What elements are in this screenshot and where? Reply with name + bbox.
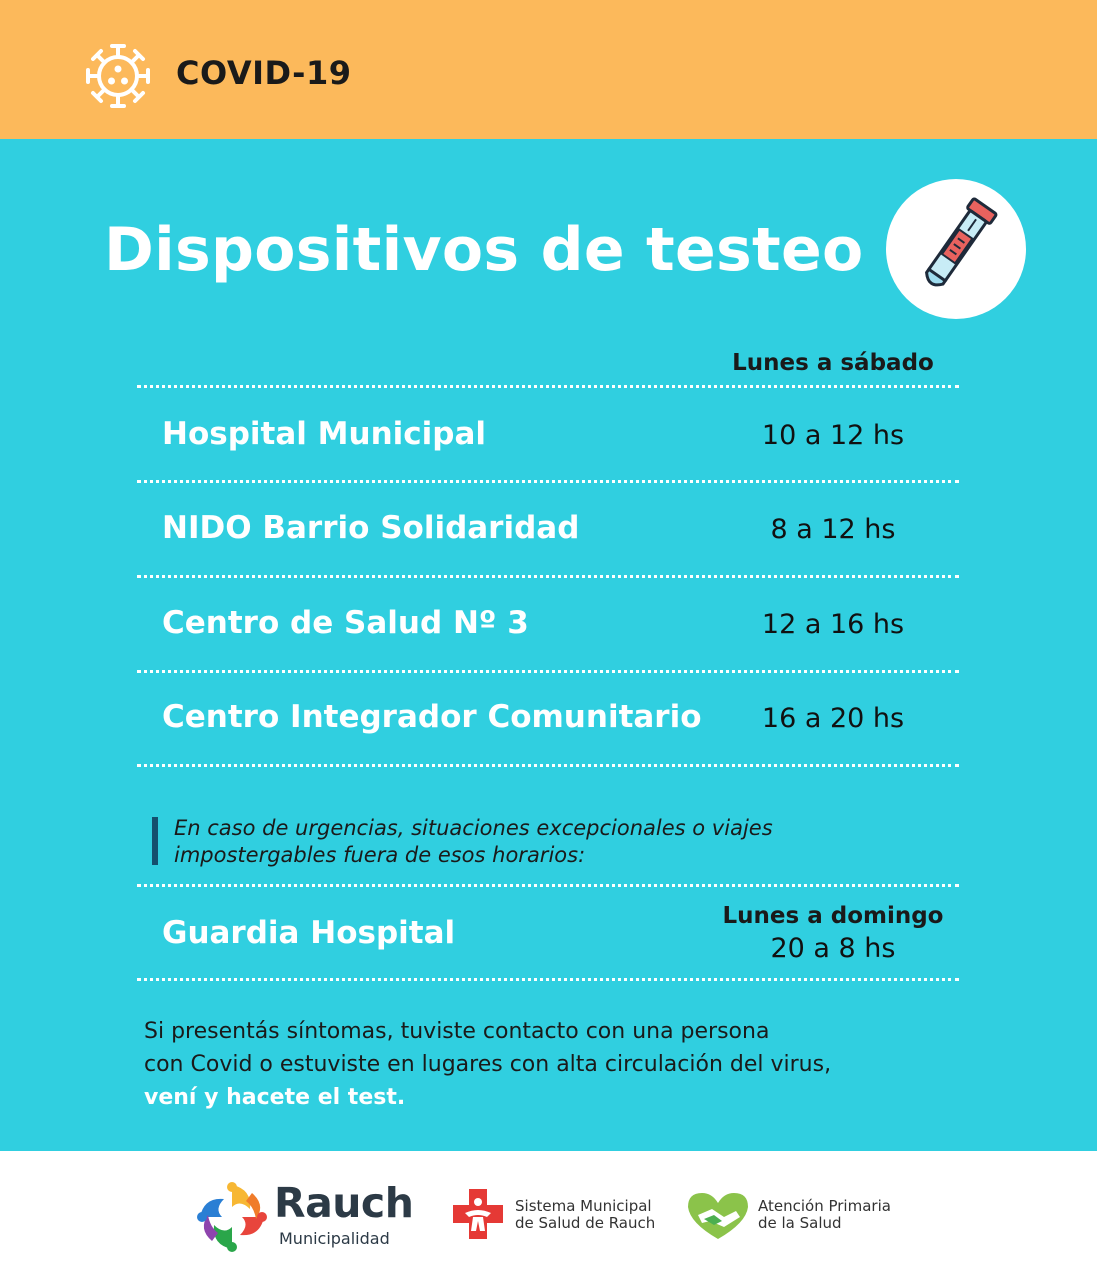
divider: [137, 670, 959, 673]
health-system-logo-text: [515, 1198, 655, 1232]
rauch-logo-icon: [194, 1179, 270, 1255]
call-to-action: vení y hacete el test.: [144, 1085, 406, 1110]
guard-days: Lunes a domingo: [722, 903, 944, 929]
logo-text-line: Atención Primaria: [758, 1197, 891, 1215]
location-name: Hospital Municipal: [162, 416, 487, 452]
location-name: NIDO Barrio Solidaridad: [162, 510, 580, 546]
divider: [137, 978, 959, 981]
primary-care-logo-text: [758, 1198, 891, 1232]
health-system-logo-icon: [449, 1185, 507, 1243]
note-line: impostergables fuera de esos horarios:: [174, 843, 586, 867]
header-banner: [0, 0, 1097, 139]
logo-text-line: de Salud de Rauch: [515, 1214, 656, 1232]
message-line: con Covid o estuviste en lugares con alta circulación del virus,: [144, 1052, 832, 1077]
logo-footer: [0, 1151, 1097, 1280]
test-tube-icon: [906, 193, 1006, 303]
guard-name: Guardia Hospital: [162, 915, 456, 951]
location-hours: 8 a 12 hs: [770, 514, 896, 545]
location-hours: 12 a 16 hs: [761, 609, 905, 640]
guard-hours: 20 a 8 hs: [770, 933, 896, 964]
page-title: Dispositivos de testeo: [104, 215, 864, 285]
message-line: Si presentás síntomas, tuviste contacto con una persona: [144, 1019, 770, 1044]
divider: [137, 884, 959, 887]
schedule-header: Lunes a sábado: [732, 350, 934, 376]
divider: [137, 385, 959, 388]
main-panel: [0, 139, 1097, 1151]
rauch-logo-subtitle: Municipalidad: [279, 1229, 390, 1248]
logo-text-line: Sistema Municipal: [515, 1197, 652, 1215]
logo-text-line: de la Salud: [758, 1214, 842, 1232]
location-name: Centro de Salud Nº 3: [162, 605, 529, 641]
symptoms-message: [144, 1015, 831, 1114]
primary-care-logo-icon: [684, 1189, 752, 1241]
urgency-note: [174, 815, 773, 869]
location-hours: 10 a 12 hs: [761, 420, 905, 451]
header-title: COVID-19: [176, 54, 352, 92]
test-tube-badge: [886, 179, 1026, 319]
location-hours: 16 a 20 hs: [761, 703, 905, 734]
divider: [137, 764, 959, 767]
location-name: Centro Integrador Comunitario: [162, 699, 702, 735]
divider: [137, 575, 959, 578]
rauch-logo-name: Rauch: [274, 1179, 414, 1227]
note-line: En caso de urgencias, situaciones excepcionales o viajes: [174, 816, 773, 840]
divider: [137, 480, 959, 483]
note-accent-bar: [152, 817, 158, 865]
virus-icon: [82, 40, 154, 112]
